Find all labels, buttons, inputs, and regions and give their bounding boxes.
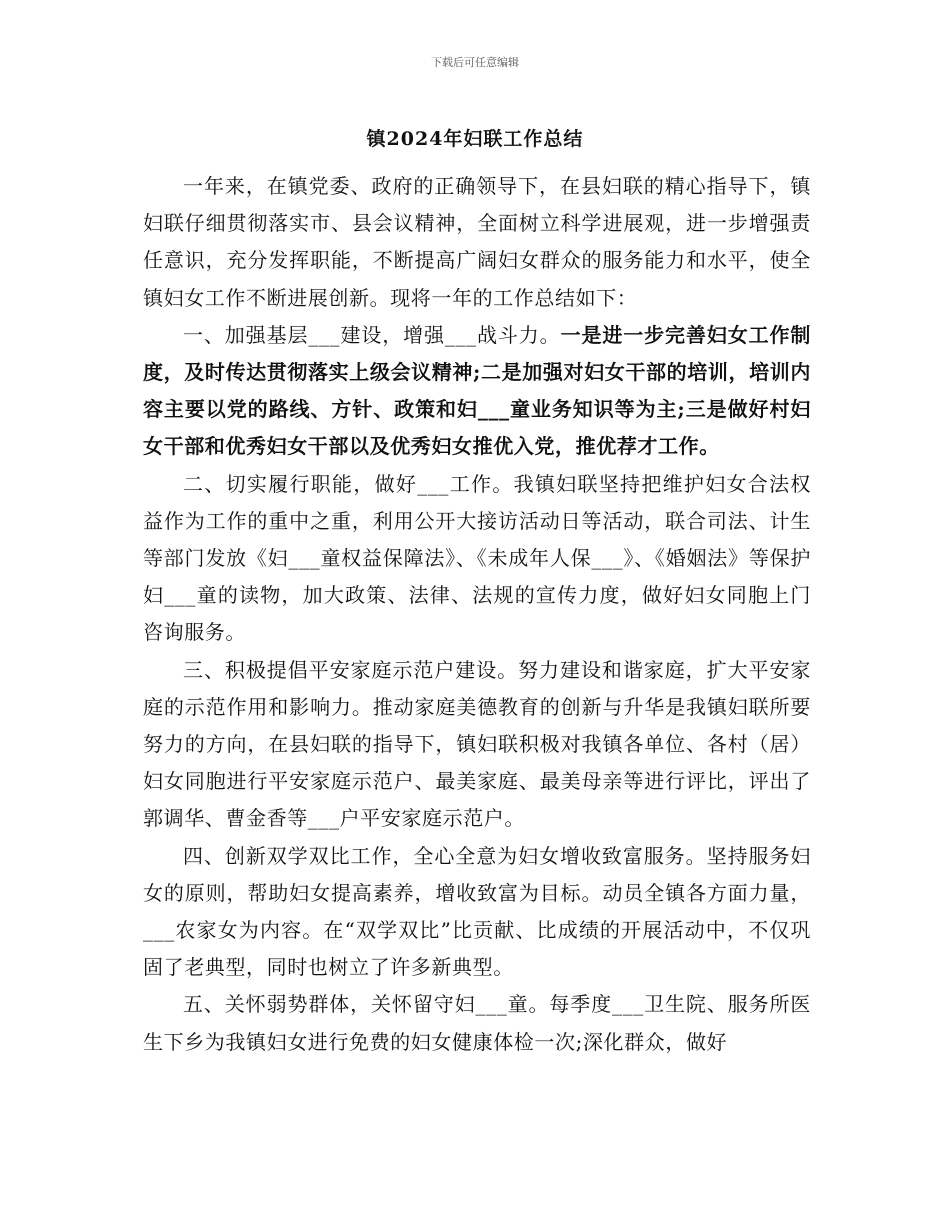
- paragraph-text: 四、创新双学双比工作，全心全意为妇女增收致富服务。坚持服务妇女的原则，帮助妇女提高素养，增收致富为目标。动员全镇各方面力量，___农家女为内容。在“双学双比”比贡献、比成绩的开展活动中，不仅巩固了老典型，同时也树立了许多新典型。: [143, 843, 811, 980]
- paragraph-section-3: [143, 652, 811, 838]
- paragraph-bold-text: 一是进一步完善妇女工作制度，及时传达贯彻落实上级会议精神;二是加强对妇女干部的培训，培训内容主要以党的路线、方针、政策和妇___童业务知识等为主;三是做好村妇女干部和优秀妇女干部以及优秀妇女推优入党，推优荐才工作。: [143, 322, 811, 459]
- document-body: [143, 168, 811, 1061]
- paragraph-section-4: [143, 838, 811, 987]
- paragraph-section-5: [143, 986, 811, 1060]
- paragraph-text: 五、关怀弱势群体，关怀留守妇___童。每季度___卫生院、服务所医生下乡为我镇妇女进行免费的妇女健康体检一次;深化群众，做好: [143, 992, 811, 1054]
- paragraph-text: 三、积极提倡平安家庭示范户建设。努力建设和谐家庭，扩大平安家庭的示范作用和影响力。推动家庭美德教育的创新与升华是我镇妇联所要努力的方向，在县妇联的指导下，镇妇联积极对我镇各单位、各村（居）妇女同胞进行平安家庭示范户、最美家庭、最美母亲等进行评比，评出了郭调华、曹金香等___户平安家庭示范户。: [143, 657, 811, 831]
- document-title: 镇2024年妇联工作总结: [366, 128, 584, 150]
- paragraph-text: 二、切实履行职能，做好___工作。我镇妇联坚持把维护妇女合法权益作为工作的重中之重，利用公开大接访活动日等活动，联合司法、计生等部门发放《妇___童权益保障法》、《未成年人保___》、《婚姻法》等保护妇___童的读物，加大政策、法律、法规的宣传力度，做好妇女同胞上门咨询服务。: [143, 471, 811, 645]
- paragraph-intro: [143, 168, 811, 317]
- paragraph-section-2: [143, 466, 811, 652]
- header-note: 下载后可任意编辑: [431, 56, 519, 69]
- paragraph-text: 一年来，在镇党委、政府的正确领导下，在县妇联的精心指导下，镇妇联仔细贯彻落实市、县会议精神，全面树立科学进展观，进一步增强责任意识，充分发挥职能，不断提高广阔妇女群众的服务能力和水平，使全镇妇女工作不断进展创新。现将一年的工作总结如下：: [143, 174, 811, 310]
- paragraph-section-1: [143, 317, 811, 466]
- paragraph-text: 一、加强基层___建设，增强___战斗力。: [183, 322, 561, 347]
